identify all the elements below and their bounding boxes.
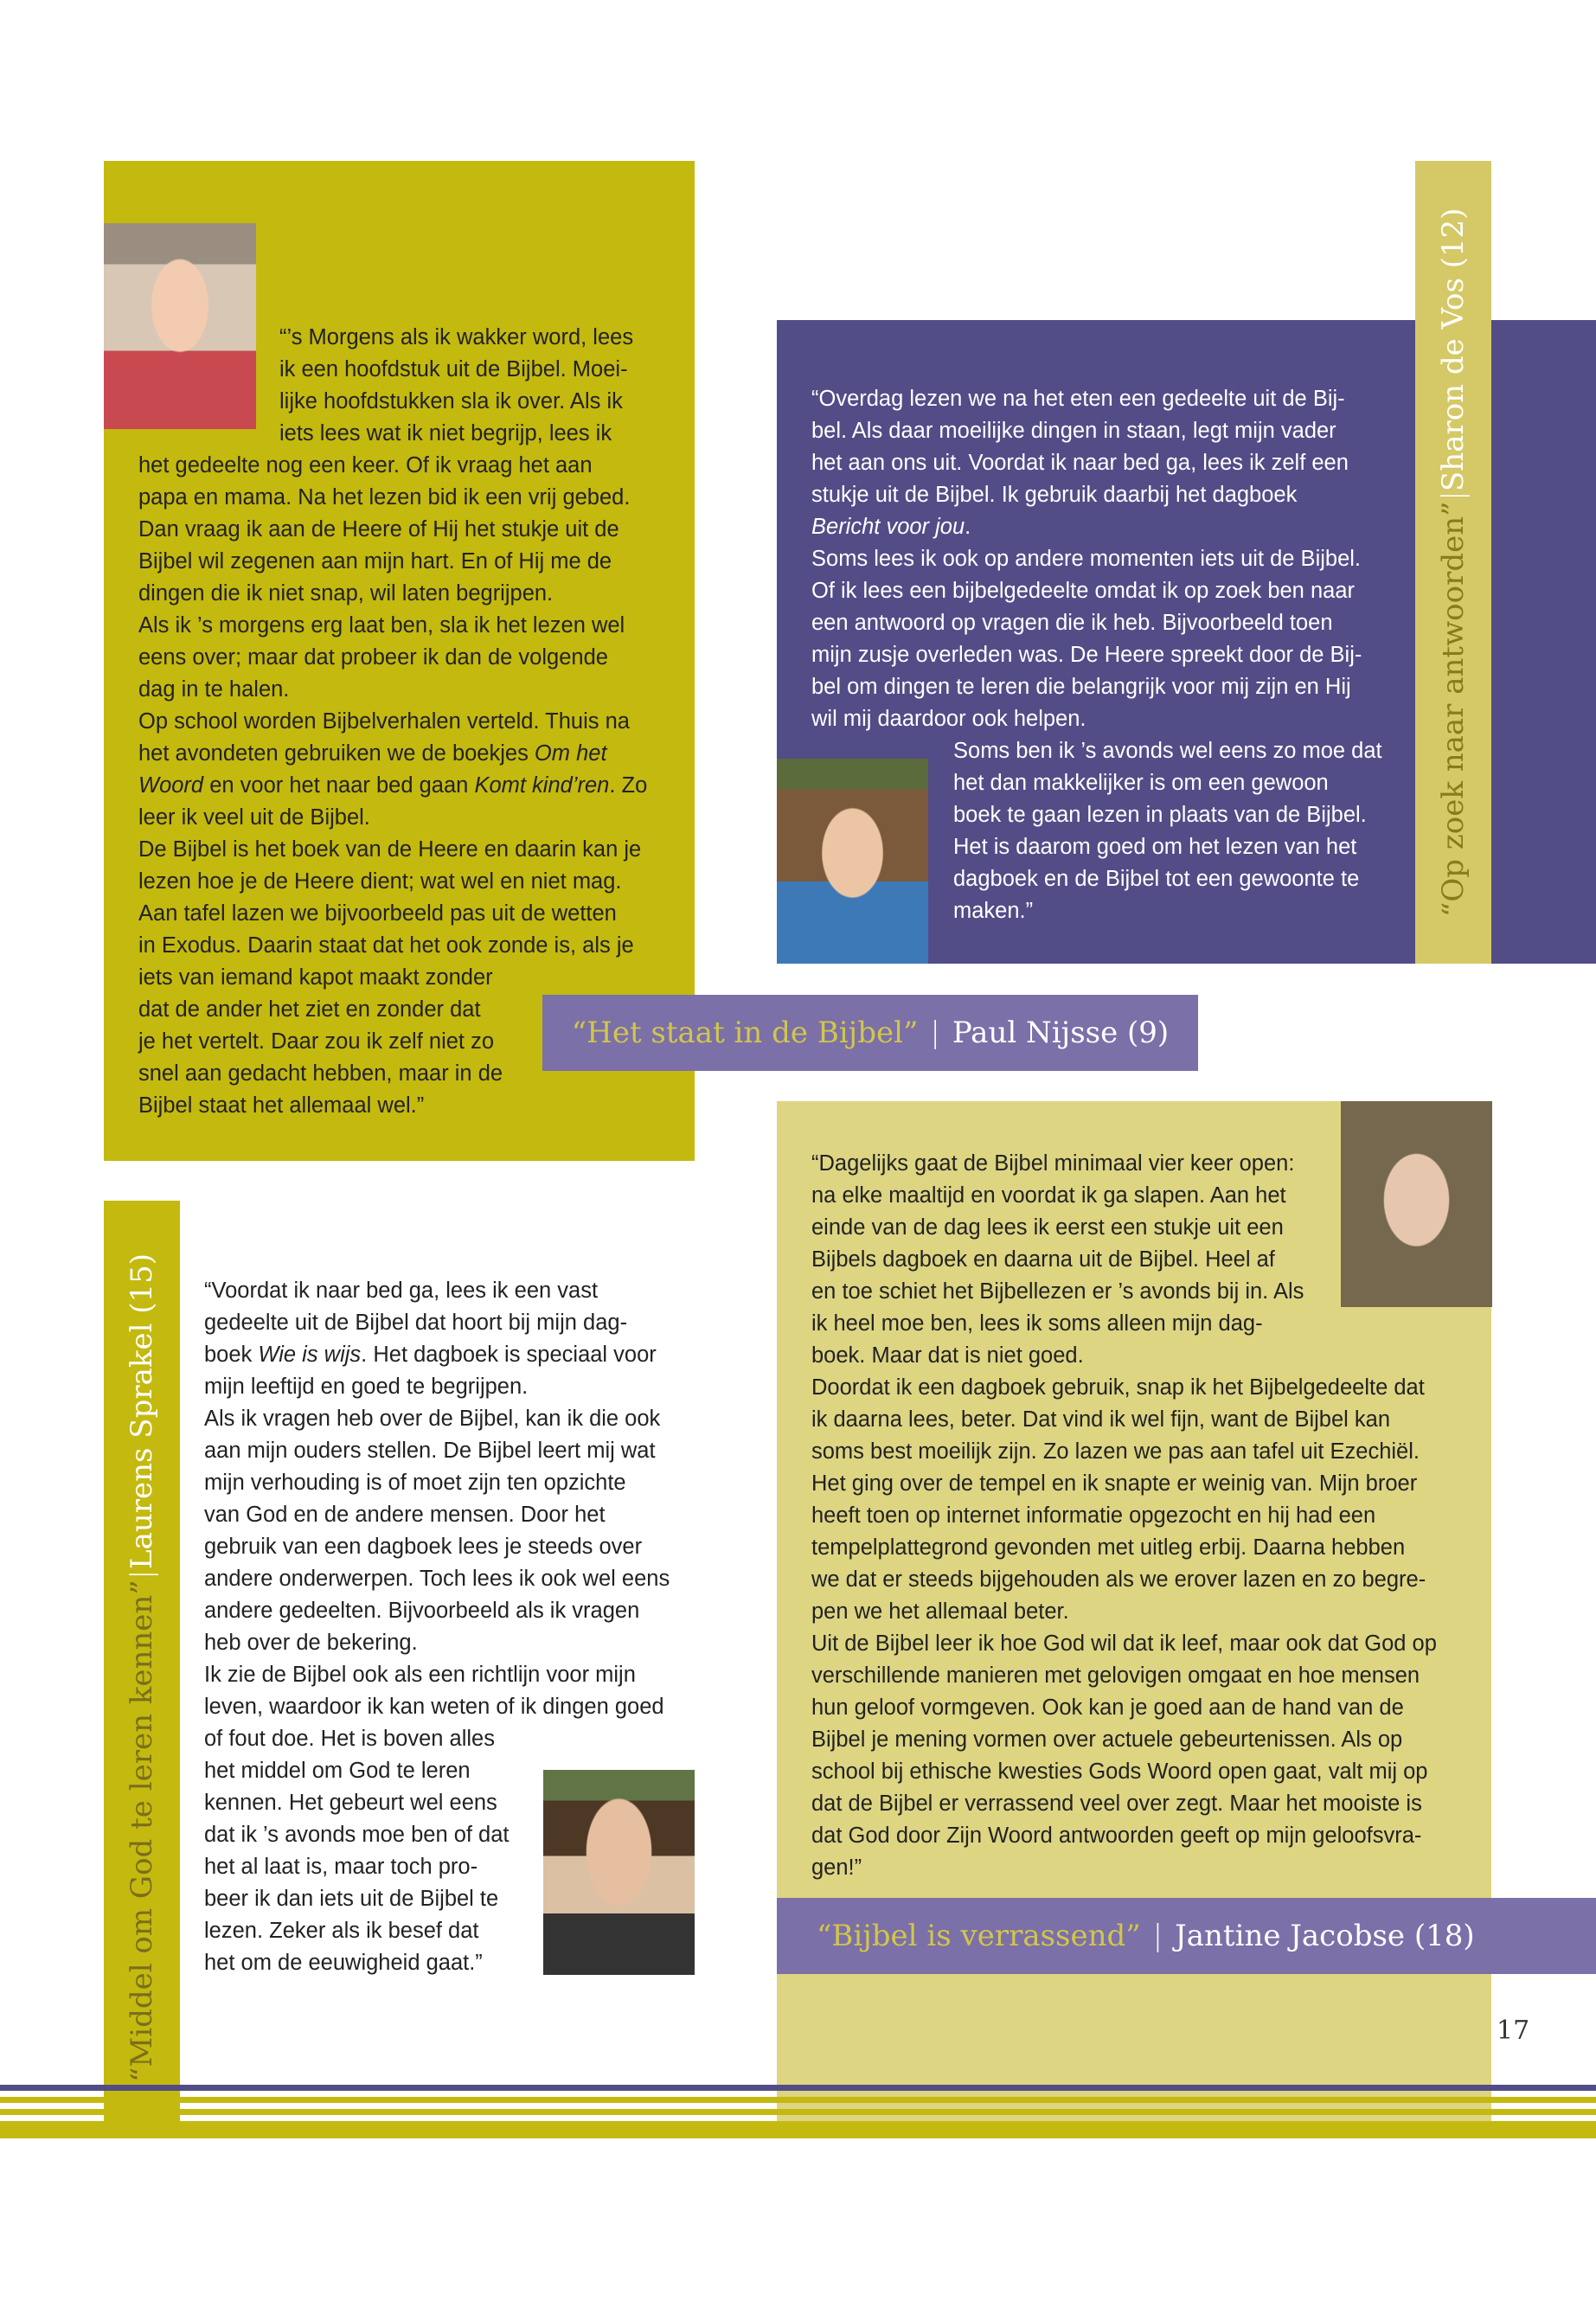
- text-line: snel aan gedacht hebben, maar in de: [138, 1061, 503, 1086]
- text-line: gebruik van een dagboek lees je steeds over: [204, 1535, 643, 1559]
- title-separator: |: [125, 1569, 159, 1580]
- text-line: leven, waardoor ik kan weten of ik dingen goed: [204, 1695, 664, 1719]
- text-line: dat de Bijbel er verrassend veel over zegt. Maar het mooiste is: [811, 1791, 1422, 1816]
- text-line: ik daarna lees, beter. Dat vind ik wel fijn, want de Bijbel kan: [811, 1407, 1391, 1432]
- text-line: het aan ons uit. Voordat ik naar bed ga, lees ik zelf een: [811, 451, 1349, 475]
- laurens-vertical-title: [104, 1201, 180, 2135]
- text-line: Uit de Bijbel leer ik hoe God wil dat ik leef, maar ook dat God op: [811, 1631, 1437, 1656]
- text-line: dat God door Zijn Woord antwoorden geeft op mijn geloofsvra-: [811, 1823, 1422, 1848]
- text-line: wil mij daardoor ook helpen.: [811, 707, 1086, 731]
- text-line: mijn zusje overleden was. De Heere spreekt door de Bij-: [811, 643, 1362, 667]
- text-line: stukje uit de Bijbel. Ik gebruik daarbij het dagboek: [811, 483, 1298, 507]
- text-line: Bijbel wil zegenen aan mijn hart. En of Hij me de: [138, 549, 612, 574]
- text-line: [138, 770, 657, 802]
- text-line: heb over de bekering.: [204, 1631, 418, 1655]
- text-line: lezen. Zeker als ik besef dat: [204, 1919, 479, 1943]
- text-line: dagboek en de Bijbel tot een gewoonte te: [953, 867, 1360, 891]
- text-line: hun geloof vormgeven. Ook kan je goed aan de hand van de: [811, 1695, 1404, 1720]
- text-line: [811, 511, 1395, 543]
- text-line: verschillende manieren met gelovigen omgaat en hoe mensen: [811, 1663, 1420, 1688]
- text-run: boek: [204, 1343, 259, 1367]
- jantine-title-bar: [777, 1898, 1596, 1974]
- paul-title-bar: [542, 995, 1198, 1071]
- text-run: en voor het naar bed gaan: [203, 773, 475, 798]
- text-line: van God en de andere mensen. Door het: [204, 1503, 606, 1527]
- text-line: andere onderwerpen. Toch lees ik ook wel eens: [204, 1567, 670, 1591]
- text-line: het gedeelte nog een keer. Of ik vraag het aan: [138, 453, 593, 478]
- text-line: tempelplattegrond gevonden met uitleg erbij. Daarna hebben: [811, 1535, 1406, 1560]
- text-line: lezen hoe je de Heere dient; wat wel en niet mag.: [138, 869, 622, 894]
- text-line: De Bijbel is het boek van de Heere en daarin kan je: [138, 837, 642, 862]
- author-name: Paul Nijsse (9): [952, 1016, 1170, 1050]
- text-line: beer ik dan iets uit de Bijbel te: [204, 1887, 499, 1911]
- text-line: boek te gaan lezen in plaats van de Bijbel.: [953, 803, 1367, 827]
- laurens-photo: [543, 1770, 695, 1975]
- text-run: . Het dagboek is speciaal voor: [361, 1343, 657, 1367]
- footer-rule: [0, 2109, 1596, 2115]
- text-line: Soms ben ik ’s avonds wel eens zo moe dat: [953, 739, 1382, 763]
- title-separator: |: [1436, 490, 1471, 502]
- book-title: Wie is wijs: [258, 1343, 362, 1367]
- text-line: we dat er steeds bijgehouden als we erover lazen en zo begre-: [811, 1567, 1426, 1592]
- text-line: je het vertelt. Daar zou ik zelf niet zo: [138, 1029, 495, 1054]
- text-line: Soms lees ik ook op andere momenten iets uit de Bijbel.: [811, 547, 1362, 571]
- text-line: of fout doe. Het is boven alles: [204, 1727, 495, 1751]
- text-line: andere gedeelten. Bijvoorbeeld als ik vragen: [204, 1599, 640, 1623]
- text-line: Ik zie de Bijbel ook als een richtlijn voor mijn: [204, 1663, 636, 1687]
- text-line: iets lees wat ik niet begrijp, lees ik: [279, 421, 612, 445]
- text-line: dat de ander het ziet en zonder dat: [138, 997, 481, 1022]
- text-line: papa en mama. Na het lezen bid ik een vrij gebed.: [138, 485, 631, 510]
- text-line: Bijbel je mening vormen over actuele gebeurtenissen. Als op: [811, 1727, 1403, 1752]
- text-run: .: [965, 515, 971, 539]
- title-separator: |: [1152, 1919, 1163, 1953]
- text-line: Als ik vragen heb over de Bijbel, kan ik die ook: [204, 1407, 661, 1431]
- text-line: Of ik lees een bijbelgedeelte omdat ik op zoek ben naar: [811, 579, 1355, 603]
- text-line: het middel om God te leren: [204, 1759, 471, 1783]
- text-line: Bijbel staat het allemaal wel.”: [138, 1093, 425, 1118]
- text-line: einde van de dag lees ik eerst een stukje uit een: [811, 1215, 1284, 1240]
- text-line: soms best moeilijk zijn. Zo lazen we pas aan tafel uit Ezechiël.: [811, 1439, 1420, 1464]
- author-name: Jantine Jacobse (18): [1175, 1919, 1475, 1953]
- quote-title: “Het staat in de Bijbel”: [571, 1016, 919, 1050]
- sharon-article-text: [811, 383, 1395, 927]
- text-line: [204, 1339, 689, 1371]
- text-line: het om de eeuwigheid gaat.”: [204, 1951, 483, 1975]
- text-line: dat ik ’s avonds moe ben of dat: [204, 1823, 510, 1847]
- text-line: dingen die ik niet snap, wil laten begrijpen.: [138, 581, 554, 606]
- text-line: gedeelte uit de Bijbel dat hoort bij mijn dag-: [204, 1311, 628, 1335]
- book-title: Om het: [534, 741, 607, 766]
- title-separator: |: [930, 1016, 940, 1050]
- text-line: na elke maaltijd en voordat ik ga slapen. Aan het: [811, 1183, 1286, 1208]
- book-title: Bericht voor jou: [811, 515, 965, 539]
- book-title: Woord: [138, 773, 204, 798]
- text-line: iets van iemand kapot maakt zonder: [138, 965, 493, 990]
- text-line: bel. Als daar moeilijke dingen in staan, legt mijn vader: [811, 419, 1336, 443]
- text-line: “Overdag lezen we na het eten een gedeelte uit de Bij-: [811, 387, 1345, 411]
- text-run: het avondeten gebruiken we de boekjes: [138, 741, 535, 766]
- text-line: Doordat ik een dagboek gebruik, snap ik het Bijbelgedeelte dat: [811, 1375, 1425, 1400]
- text-line: boek. Maar dat is niet goed.: [811, 1343, 1084, 1368]
- text-line: aan mijn ouders stellen. De Bijbel leert mij wat: [204, 1439, 656, 1463]
- text-line: het al laat is, maar toch pro-: [204, 1855, 478, 1879]
- quote-title: “Bijbel is verrassend”: [817, 1919, 1141, 1953]
- footer-rule: [0, 2121, 1596, 2138]
- text-line: Als ik ’s morgens erg laat ben, sla ik het lezen wel: [138, 613, 625, 638]
- text-line: in Exodus. Daarin staat dat het ook zonde is, als je: [138, 933, 634, 958]
- quote-title: “Middel om God te leren kennen”: [125, 1579, 159, 2082]
- footer-rule: [0, 2097, 1596, 2103]
- text-line: lijke hoofdstukken sla ik over. Als ik: [279, 389, 623, 413]
- book-title: Komt kind’ren: [474, 773, 610, 798]
- text-line: dag in te halen.: [138, 677, 290, 702]
- text-line: “Dagelijks gaat de Bijbel minimaal vier keer open:: [811, 1151, 1295, 1176]
- text-line: “Voordat ik naar bed ga, lees ik een vast: [204, 1279, 599, 1303]
- text-line: gen!”: [811, 1856, 862, 1880]
- text-line: ik een hoofdstuk uit de Bijbel. Moei-: [279, 357, 628, 381]
- sharon-vertical-title: [1415, 161, 1491, 964]
- text-line: Het is daarom goed om het lezen van het: [953, 835, 1357, 859]
- text-line: een antwoord op vragen die ik heb. Bijvoorbeeld toen: [811, 611, 1333, 635]
- text-line: Op school worden Bijbelverhalen verteld. Thuis na: [138, 709, 630, 734]
- page-number: 17: [1497, 2016, 1530, 2046]
- text-line: leer ik veel uit de Bijbel.: [138, 805, 370, 830]
- jantine-article-text: [811, 1148, 1465, 1884]
- footer-rule: [0, 2085, 1596, 2091]
- text-line: eens over; maar dat probeer ik dan de volgende: [138, 645, 608, 670]
- text-line: ik heel moe ben, lees ik soms alleen mijn dag-: [811, 1311, 1263, 1336]
- text-line: “’s Morgens als ik wakker word, lees: [279, 325, 634, 349]
- text-line: en toe schiet het Bijbellezen er ’s avonds bij in. Als: [811, 1279, 1304, 1304]
- text-line: bel om dingen te leren die belangrijk voor mij zijn en Hij: [811, 675, 1351, 699]
- author-name: Sharon de Vos (12): [1436, 208, 1471, 491]
- text-line: Bijbels dagboek en daarna uit de Bijbel. Heel af: [811, 1247, 1275, 1272]
- text-line: heeft toen op internet informatie opgezocht en hij had een: [811, 1503, 1376, 1528]
- text-line: school bij ethische kwesties Gods Woord open gaat, valt mij op: [811, 1759, 1428, 1784]
- text-line: Het ging over de tempel en ik snapte er weinig van. Mijn broer: [811, 1471, 1418, 1496]
- text-line: Aan tafel lazen we bijvoorbeeld pas uit de wetten: [138, 901, 617, 926]
- text-line: pen we het allemaal beter.: [811, 1599, 1069, 1624]
- text-line: maken.”: [953, 899, 1034, 923]
- text-line: mijn leeftijd en goed te begrijpen.: [204, 1375, 529, 1399]
- author-name: Laurens Sprakel (15): [125, 1253, 159, 1570]
- text-line: [138, 738, 657, 770]
- text-line: het dan makkelijker is om een gewoon: [953, 771, 1329, 795]
- text-line: mijn verhouding is of moet zijn ten opzichte: [204, 1471, 626, 1495]
- quote-title: “Op zoek naar antwoorden”: [1436, 501, 1471, 917]
- text-run: . Zo: [609, 773, 648, 798]
- text-line: kennen. Het gebeurt wel eens: [204, 1791, 497, 1815]
- text-line: Dan vraag ik aan de Heere of Hij het stukje uit de: [138, 517, 619, 542]
